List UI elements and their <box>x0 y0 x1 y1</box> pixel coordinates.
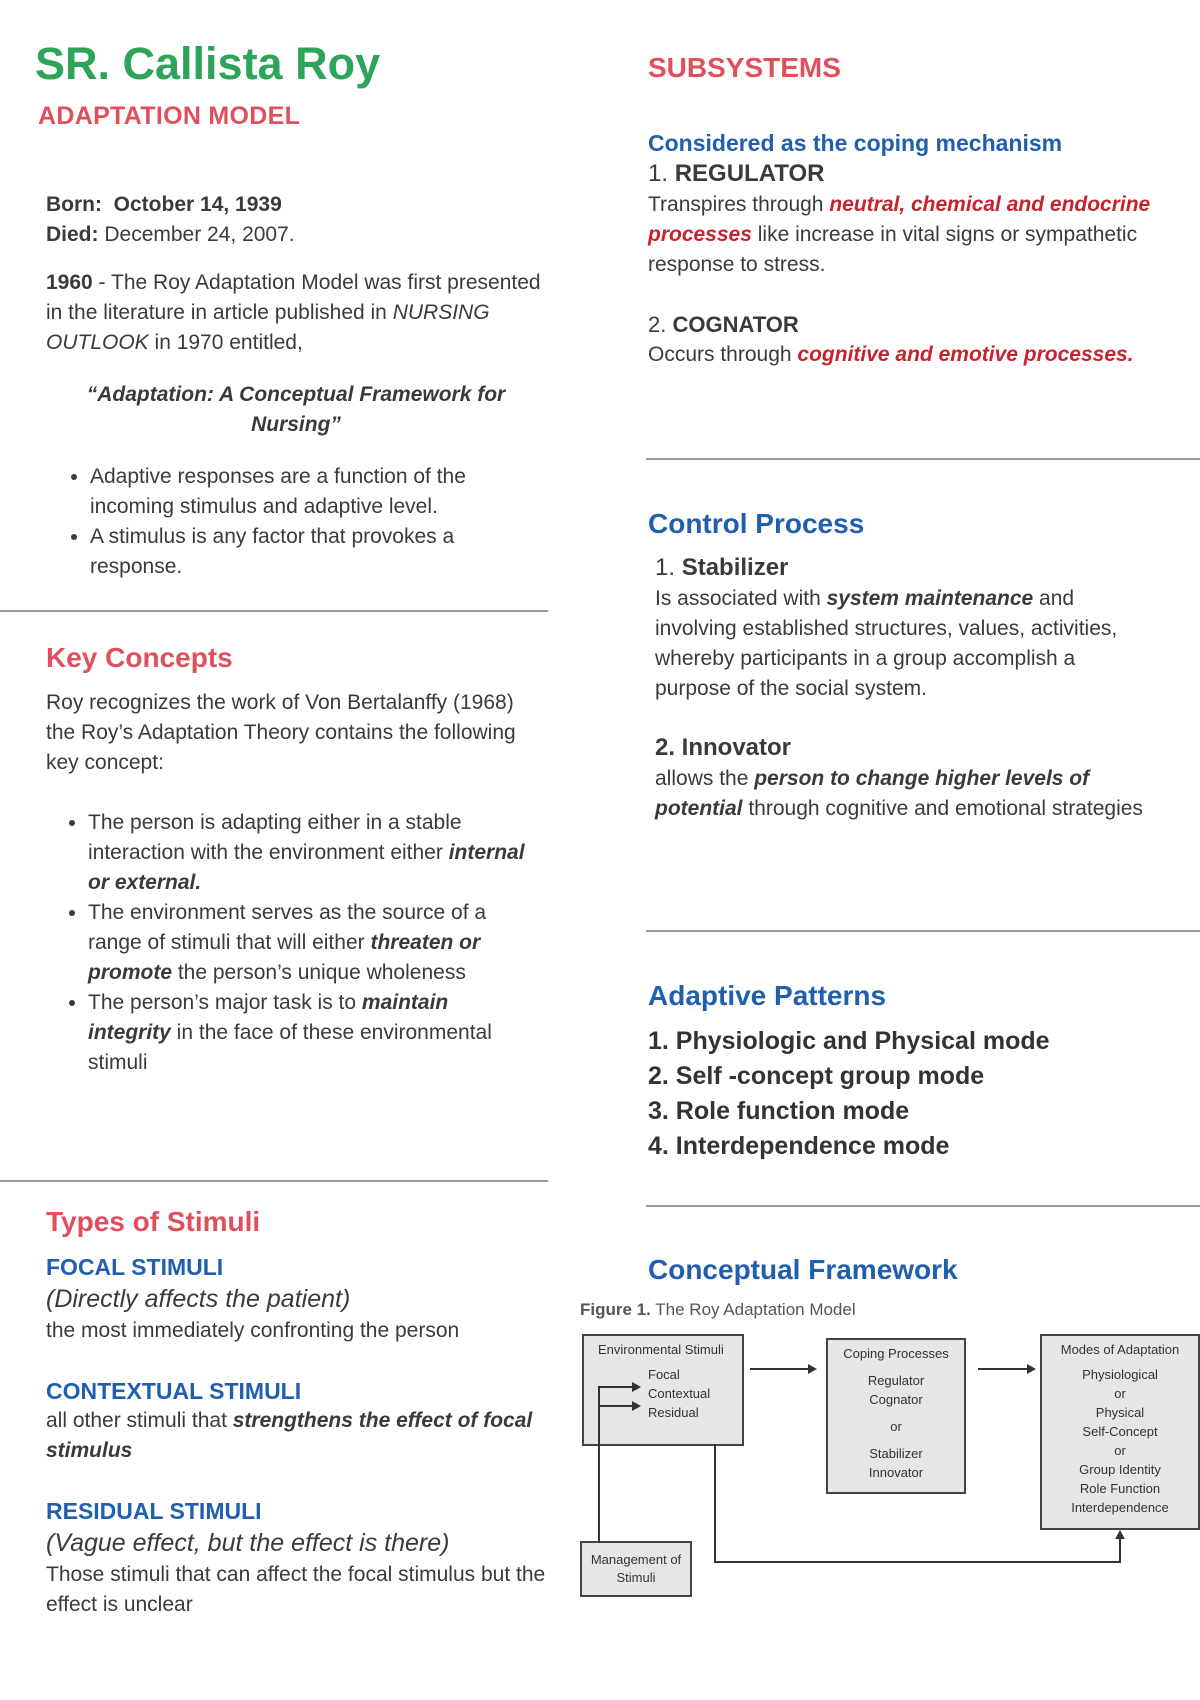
cognator-emphasis: cognitive and emotive processes. <box>797 343 1134 366</box>
contextual-desc <box>46 1406 546 1466</box>
control-process-section <box>655 552 1155 824</box>
subsystems-heading: SUBSYSTEMS <box>648 52 841 83</box>
spacer <box>828 1436 964 1444</box>
adaptive-patterns-list <box>648 1024 1050 1164</box>
env-items <box>584 1365 742 1422</box>
contextual-title: CONTEXTUAL STIMULI <box>46 1378 302 1404</box>
connector-line <box>714 1444 716 1562</box>
article-title: “Adaptation: A Conceptual Framework for Nursing” <box>86 383 506 436</box>
stimuli-section <box>46 1252 546 1620</box>
innovator-desc <box>655 764 1155 824</box>
figure-caption <box>580 1300 856 1320</box>
born-line <box>46 190 546 220</box>
connector-line <box>714 1561 1121 1563</box>
stabilizer-title: Stabilizer <box>681 554 789 581</box>
died-line <box>46 220 546 250</box>
list-item: or <box>890 1419 902 1434</box>
connector-line <box>750 1368 810 1370</box>
connector-line <box>598 1386 634 1388</box>
list-item: Group Identity <box>1079 1462 1161 1477</box>
list-item: 3. Role function mode <box>648 1097 910 1125</box>
arrow-right-icon <box>632 1382 641 1392</box>
arrow-right-icon <box>1027 1364 1036 1374</box>
key-concepts-bullets <box>44 808 536 1078</box>
stabilizer-emphasis: system maintenance <box>826 587 1034 610</box>
bullet-emphasis: internal or external. <box>88 841 525 894</box>
box-title: Coping Processes <box>843 1346 949 1361</box>
bullet-emphasis: threaten or promote <box>88 931 481 984</box>
coping-label: Considered as the coping mechanism <box>648 130 1063 156</box>
subsystems-section <box>648 128 1168 370</box>
innovator-desc-text: allows the <box>655 767 755 790</box>
list-item: 4. Interdependence mode <box>648 1132 950 1160</box>
key-concepts-intro: Roy recognizes the work of Von Bertalanffy (1968) the Roy’s Adaptation Theory contains the following key concept: <box>46 691 516 774</box>
list-item <box>88 988 536 1078</box>
cognator-number: 2. <box>648 312 673 337</box>
list-item: Physiological <box>1082 1367 1158 1382</box>
connector-line <box>598 1386 600 1543</box>
list-item: Role Function <box>1079 1481 1161 1496</box>
residual-desc: Those stimuli that can affect the focal stimulus but the effect is unclear <box>46 1563 546 1616</box>
list-item: • Adaptive responses are a function of the incoming stimulus and adaptive level. <box>90 462 546 522</box>
bullet-text: The environment serves as the source of a range of stimuli that will either <box>88 901 487 954</box>
list-item <box>88 808 536 898</box>
bullet-text: The person is adapting either in a stable interaction with the environment either <box>88 811 462 864</box>
page-title: SR. Callista Roy <box>35 38 381 89</box>
bio-section <box>46 190 546 582</box>
list-item: 1. Physiologic and Physical mode <box>648 1027 1050 1055</box>
list-item: or <box>1114 1386 1126 1401</box>
divider <box>0 1180 548 1182</box>
list-item: Contextual <box>648 1386 711 1401</box>
divider <box>0 610 548 612</box>
bio-intro-text: - The Roy Adaptation Model was first presented in the literature in article published in <box>46 271 541 324</box>
connector-line <box>1119 1538 1121 1563</box>
arrow-right-icon <box>808 1364 817 1374</box>
regulator-title: REGULATOR <box>674 160 825 187</box>
regulator-emphasis: neutral, chemical and endocrine processes <box>648 193 1151 246</box>
list-item: Stabilizer <box>869 1446 923 1461</box>
list-item: Cognator <box>869 1392 923 1407</box>
spacer <box>828 1409 964 1417</box>
list-item: Regulator <box>867 1373 925 1388</box>
bullet-tail: the person’s unique wholeness <box>172 961 466 984</box>
stabilizer-desc-tail: and involving established structures, values, activities, whereby participants in a group accomplish a purpose of the social system. <box>655 587 1118 700</box>
divider <box>646 458 1200 460</box>
environmental-stimuli-box <box>582 1334 744 1446</box>
connector-line <box>978 1368 1028 1370</box>
list-item: Physical <box>1095 1405 1145 1420</box>
residual-note: (Vague effect, but the effect is there) <box>46 1529 450 1557</box>
divider <box>646 930 1200 932</box>
list-item: 2. Self -concept group mode <box>648 1062 985 1090</box>
list-item <box>88 898 536 988</box>
regulator-title-line <box>648 158 1168 190</box>
stabilizer-number: 1. <box>655 554 682 581</box>
figure-caption-text: The Roy Adaptation Model <box>650 1300 856 1319</box>
born-value: October 14, 1939 <box>113 193 282 216</box>
list-item: or <box>1114 1443 1126 1458</box>
conceptual-framework-heading: Conceptual Framework <box>648 1254 958 1285</box>
coping-items <box>828 1371 964 1482</box>
arrow-right-icon <box>632 1401 641 1411</box>
list-item: Interdependence <box>1071 1500 1169 1515</box>
focal-note: (Directly affects the patient) <box>46 1285 351 1313</box>
residual-title: RESIDUAL STIMULI <box>46 1498 262 1524</box>
management-of-stimuli-box <box>580 1541 692 1597</box>
bio-year: 1960 <box>46 271 93 294</box>
list-item: Innovator <box>868 1465 924 1480</box>
bullet-tail: in the face of these environmental stimuli <box>88 1021 492 1074</box>
contextual-desc-text: all other stimuli that <box>46 1409 233 1432</box>
stabilizer-desc <box>655 584 1155 704</box>
key-concepts-section <box>46 688 536 1078</box>
modes-of-adaptation-box <box>1040 1334 1200 1530</box>
contextual-emphasis: strengthens the effect of focal stimulus <box>46 1409 533 1462</box>
cognator-title-line <box>648 310 1168 340</box>
modes-items <box>1042 1365 1198 1517</box>
regulator-desc-text: Transpires through <box>648 193 830 216</box>
coping-processes-box <box>826 1338 966 1494</box>
stabilizer-desc-text: Is associated with <box>655 587 827 610</box>
cognator-desc-text: Occurs through <box>648 343 798 366</box>
innovator-title: 2. Innovator <box>655 734 792 761</box>
key-concepts-heading: Key Concepts <box>46 642 233 673</box>
list-item: • A stimulus is any factor that provokes a response. <box>90 522 546 582</box>
control-process-heading: Control Process <box>648 508 865 539</box>
bio-bullets <box>0 462 546 582</box>
bullet-emphasis: maintain integrity <box>88 991 449 1044</box>
divider <box>646 1205 1200 1207</box>
box-label: Management of Stimuli <box>590 1552 682 1585</box>
journal-name: NURSING OUTLOOK <box>46 301 490 354</box>
list-item: Focal <box>648 1367 680 1382</box>
bio-intro <box>46 268 546 358</box>
died-value: December 24, 2007. <box>104 223 295 246</box>
focal-title: FOCAL STIMULI <box>46 1254 224 1280</box>
bio-intro-tail: in 1970 entitled, <box>148 331 303 354</box>
connector-line <box>598 1405 634 1407</box>
innovator-desc-tail: through cognitive and emotional strategies <box>742 797 1143 820</box>
list-item: Self-Concept <box>1082 1424 1158 1439</box>
box-title: Modes of Adaptation <box>1060 1342 1180 1357</box>
page-subtitle: ADAPTATION MODEL <box>38 102 301 130</box>
stimuli-heading: Types of Stimuli <box>46 1206 261 1237</box>
figure-label: Figure 1. <box>580 1300 651 1319</box>
innovator-emphasis: person to change higher levels of potential <box>655 767 1090 820</box>
list-item: Residual <box>648 1405 699 1420</box>
died-label: Died: <box>46 223 99 246</box>
arrow-up-icon <box>1115 1530 1125 1539</box>
regulator-desc <box>648 190 1168 280</box>
bullet-text: The person’s major task is to <box>88 991 362 1014</box>
focal-desc: the most immediately confronting the person <box>46 1319 460 1342</box>
regulator-number: 1. <box>648 160 675 187</box>
cognator-title: COGNATOR <box>672 312 799 337</box>
born-label: Born: <box>46 193 102 216</box>
regulator-desc-tail: like increase in vital signs or sympathetic response to stress. <box>648 223 1138 276</box>
box-title: Environmental Stimuli <box>598 1342 724 1357</box>
adaptive-patterns-heading: Adaptive Patterns <box>648 980 887 1011</box>
cognator-desc <box>648 340 1168 370</box>
stabilizer-title-line <box>655 552 1155 584</box>
